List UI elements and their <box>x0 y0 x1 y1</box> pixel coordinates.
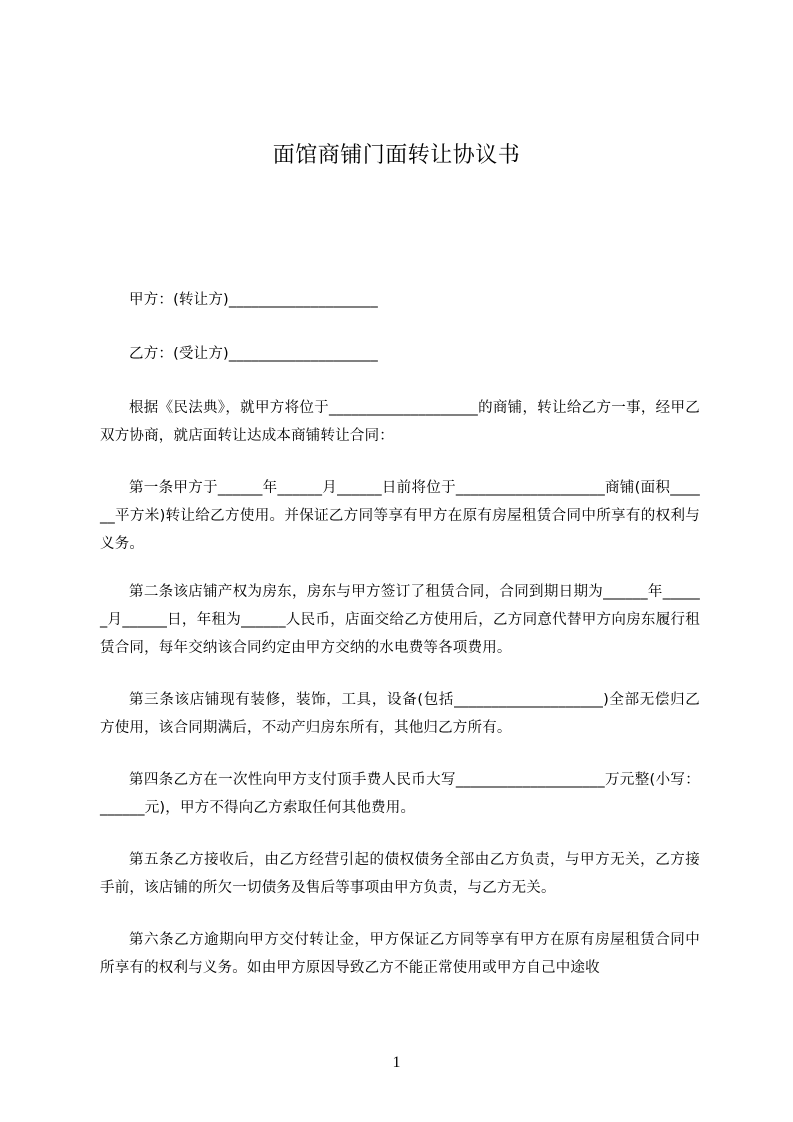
article-3-paragraph: 第三条该店铺现有装修，装饰，工具，设备(包括____________________)全部无偿归乙方使用，该合同期满后，不动产归房东所有，其他归乙方所有。 <box>100 692 700 736</box>
article-6-paragraph: 第六条乙方逾期向甲方交付转让金，甲方保证乙方同等享有甲方在原有房屋租赁合同中所享有的权利与义务。如由甲方原因导致乙方不能正常使用或甲方自己中途收 <box>100 932 700 976</box>
article-2-paragraph: 第二条该店铺产权为房东，房东与甲方签订了租赁合同，合同到期日期为______年______月______日，年租为______人民币，店面交给乙方使用后，乙方同意代替甲方向房东履行租赁合同，每年交纳该合同约定由甲方交纳的水电费等各项费用。 <box>100 584 700 656</box>
page-number: 1 <box>392 1054 401 1071</box>
article-4-paragraph: 第四条乙方在一次性向甲方支付顶手费人民币大写____________________万元整(小写：______元)，甲方不得向乙方索取任何其他费用。 <box>100 772 700 816</box>
party-b-line: 乙方：(受让方)____________________ <box>129 346 378 362</box>
preamble-paragraph: 根据《民法典》，就甲方将位于____________________的商铺，转让给乙方一事，经甲乙双方协商，就店面转让达成本商铺转让合同： <box>100 400 700 444</box>
article-5-paragraph: 第五条乙方接收后，由乙方经营引起的债权债务全部由乙方负责，与甲方无关，乙方接手前，该店铺的所欠一切债务及售后等事项由甲方负责，与乙方无关。 <box>100 852 700 896</box>
party-a-line: 甲方：(转让方)____________________ <box>129 292 378 308</box>
article-1-paragraph: 第一条甲方于______年______月______日前将位于____________________商铺(面积______平方米)转让给乙方使用。并保证乙方同等享有甲方在原有房屋租赁合同中所享有的权利与义务。 <box>100 480 700 552</box>
document-title: 面馆商铺门面转让协议书 <box>272 143 521 168</box>
